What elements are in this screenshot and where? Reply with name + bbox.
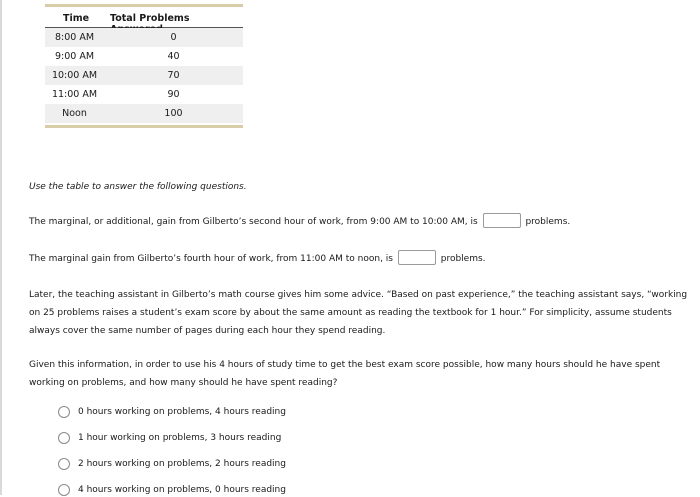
answer-option-label: 4 hours working on problems, 0 hours reading <box>78 485 286 495</box>
question-1-answer-input[interactable] <box>483 213 521 228</box>
time-cell: 10:00 AM <box>51 70 98 81</box>
value-cell: 100 <box>164 108 183 119</box>
radio-button[interactable] <box>58 484 70 496</box>
page-left-border <box>0 0 2 495</box>
radio-button[interactable] <box>58 406 70 418</box>
answer-option[interactable] <box>58 405 286 419</box>
value-cell: 70 <box>167 70 180 81</box>
table-top-rule <box>45 4 243 7</box>
table-row <box>45 28 243 47</box>
study-time-question: Given this information, in order to use his 4 hours of study time to get the best exam score possible, how many hours should he have spent working on problems, and how many should he have spent reading? <box>29 360 661 388</box>
time-cell: Noon <box>62 108 87 119</box>
question-2-text: The marginal gain from Gilberto’s fourth hour of work, from 11:00 AM to noon, is <box>29 254 393 264</box>
table-header <box>45 9 243 28</box>
answer-option[interactable] <box>58 457 286 471</box>
table-bottom-rule <box>45 125 243 128</box>
table-row <box>45 66 243 85</box>
table-row <box>45 85 243 104</box>
answer-option[interactable] <box>58 431 281 445</box>
time-cell: 11:00 AM <box>51 89 98 100</box>
time-cell: 8:00 AM <box>54 32 95 43</box>
question-1-text: The marginal, or additional, gain from Gilberto’s second hour of work, from 9:00 AM to 10:00 AM, is <box>29 217 478 227</box>
question-2 <box>29 250 486 268</box>
question-1-unit: problems. <box>525 217 571 227</box>
question-1 <box>29 213 570 231</box>
table-row <box>45 104 243 123</box>
table-row <box>45 47 243 66</box>
value-cell: 0 <box>170 32 177 43</box>
value-cell: 90 <box>167 89 180 100</box>
answer-option-label: 2 hours working on problems, 2 hours reading <box>78 459 286 469</box>
question-2-answer-input[interactable] <box>398 250 436 265</box>
time-cell: 9:00 AM <box>54 51 95 62</box>
instruction-text: Use the table to answer the following questions. <box>29 182 247 192</box>
answer-option-label: 0 hours working on problems, 4 hours reading <box>78 407 286 417</box>
value-cell: 40 <box>167 51 180 62</box>
column-header-time: Time <box>63 13 90 24</box>
radio-button[interactable] <box>58 432 70 444</box>
radio-button[interactable] <box>58 458 70 470</box>
advice-paragraph: Later, the teaching assistant in Gilberto’s math course gives him some advice. “Based on past experience,” the teaching assistant says, “working on 25 problems raises a student’s exam score by about the same amount as reading the textbook for 1 hour.” For simplicity, assume students always cover the same number of pages during each hour they spend reading. <box>29 290 688 336</box>
answer-option-label: 1 hour working on problems, 3 hours reading <box>78 433 282 443</box>
question-2-unit: problems. <box>440 254 486 264</box>
column-header-total-problems: Total Problems <box>110 13 190 24</box>
